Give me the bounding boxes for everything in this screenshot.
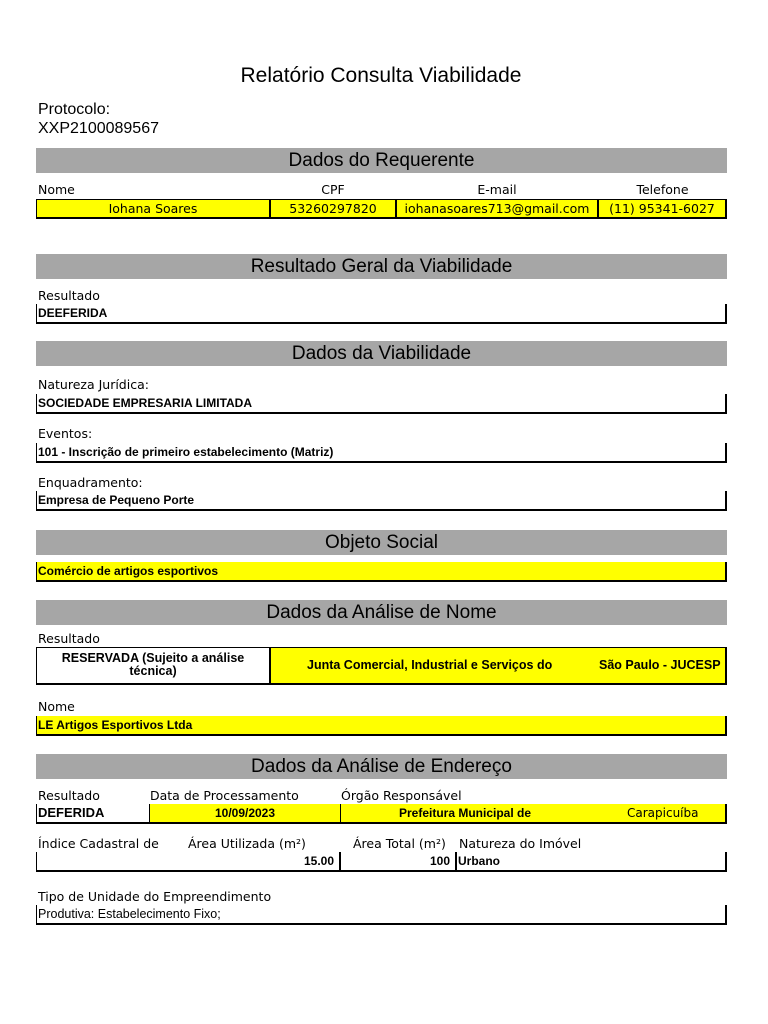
label-resultado-geral: Resultado: [38, 288, 100, 303]
section-header-resultado-geral: Resultado Geral da Viabilidade: [36, 254, 727, 279]
analise-nome-resultado-line2: técnica): [129, 664, 177, 678]
report-title: Relatório Consulta Viabilidade: [240, 64, 522, 87]
label-analise-nome-nome: Nome: [38, 699, 75, 714]
label-tipo-unidade: Tipo de Unidade do Empreendimento: [38, 889, 272, 904]
label-orgao-responsavel: Órgão Responsável: [341, 788, 462, 803]
analise-nome-nome-value: LE Artigos Esportivos Ltda: [36, 716, 727, 736]
section-header-viabilidade: Dados da Viabilidade: [36, 341, 727, 366]
area-utilizada-value: 15.00: [150, 852, 341, 872]
label-telefone: Telefone: [636, 182, 689, 197]
section-header-analise-nome: Dados da Análise de Nome: [36, 600, 727, 625]
requerente-telefone-value: (11) 95341-6027: [598, 199, 727, 219]
orgao-responsavel-cell: [341, 804, 727, 824]
analise-nome-orgao-cell: [270, 647, 727, 685]
protocolo-label: Protocolo:: [38, 101, 111, 118]
enquadramento-value: Empresa de Pequeno Porte: [36, 491, 727, 511]
section-header-objeto-social: Objeto Social: [36, 530, 727, 555]
label-data-processamento: Data de Processamento: [150, 788, 299, 803]
label-nome: Nome: [38, 182, 75, 197]
objeto-social-value: Comércio de artigos esportivos: [36, 562, 727, 582]
resultado-geral-value: DEEFERIDA: [36, 304, 727, 324]
area-total-value: 100: [341, 852, 457, 872]
label-natureza-juridica: Natureza Jurídica:: [38, 377, 149, 392]
label-endereco-resultado: Resultado: [38, 788, 100, 803]
label-eventos: Eventos:: [38, 426, 93, 441]
analise-nome-orgao-part2: São Paulo - JUCESP: [599, 658, 721, 672]
natureza-juridica-value: SOCIEDADE EMPRESARIA LIMITADA: [36, 394, 727, 414]
label-area-total: Área Total (m²): [353, 836, 446, 851]
label-analise-nome-resultado: Resultado: [38, 631, 100, 646]
requerente-cpf-value: 53260297820: [270, 199, 396, 219]
label-email: E-mail: [477, 182, 517, 197]
requerente-email-value: iohanasoares713@gmail.com: [396, 199, 598, 219]
label-enquadramento: Enquadramento:: [38, 475, 143, 490]
analise-nome-resultado-cell: [36, 647, 270, 685]
endereco-resultado-value: DEFERIDA: [36, 804, 150, 824]
indice-cadastral-value: [36, 852, 150, 872]
section-header-analise-endereco: Dados da Análise de Endereço: [36, 754, 727, 779]
tipo-unidade-value: Produtiva: Estabelecimento Fixo;: [36, 905, 727, 925]
analise-nome-orgao-part1: Junta Comercial, Industrial e Serviços do: [307, 658, 553, 672]
data-processamento-value: 10/09/2023: [150, 804, 341, 824]
natureza-imovel-value: Urbano: [457, 852, 727, 872]
eventos-value: 101 - Inscrição de primeiro estabelecimento (Matriz): [36, 443, 727, 463]
orgao-responsavel-part1: Prefeitura Municipal de: [399, 806, 532, 820]
requerente-nome-value: Iohana Soares: [36, 199, 270, 219]
label-natureza-imovel: Natureza do Imóvel: [459, 836, 582, 851]
label-indice-cadastral: Índice Cadastral de: [38, 836, 159, 851]
label-cpf: CPF: [321, 182, 345, 197]
section-header-requerente: Dados do Requerente: [36, 148, 727, 173]
label-area-utilizada: Área Utilizada (m²): [188, 836, 306, 851]
orgao-responsavel-part2: Carapicuíba: [627, 806, 699, 820]
protocolo-value: XXP2100089567: [38, 120, 159, 137]
analise-nome-resultado-line1: RESERVADA (Sujeito a análise: [61, 651, 245, 665]
